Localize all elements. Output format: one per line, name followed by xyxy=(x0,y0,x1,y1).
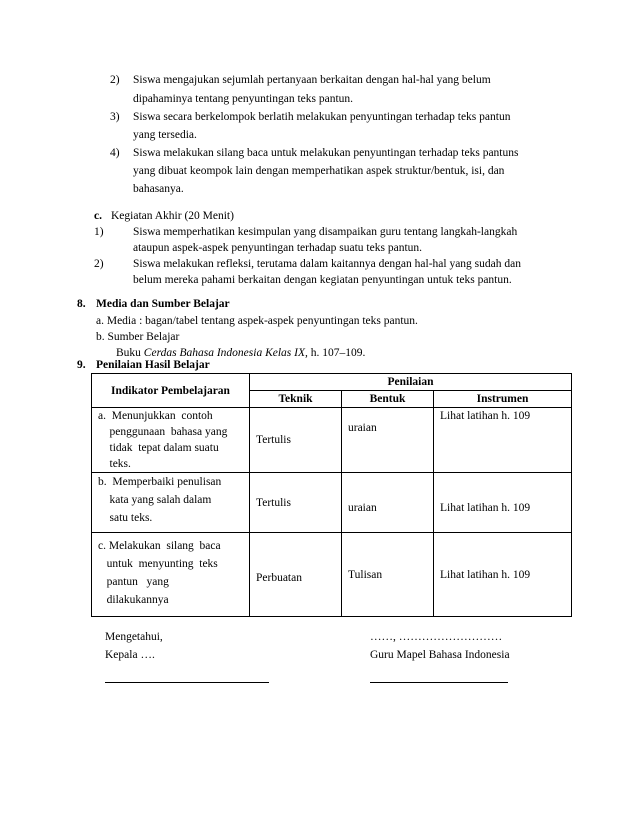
cell-indikator xyxy=(92,533,250,617)
section-title: Kegiatan Akhir (20 Menit) xyxy=(111,210,234,222)
header-instrumen: Instrumen xyxy=(434,391,572,408)
cell-instrumen: Lihat latihan h. 109 xyxy=(434,408,572,473)
table-row xyxy=(92,473,572,533)
signature-left-line2: Kepala …. xyxy=(105,649,155,661)
cell-indikator xyxy=(92,408,250,473)
buku-pages: h. 107–109. xyxy=(310,347,366,359)
step-text: dipahaminya tentang penyuntingan teks pantun. xyxy=(133,93,354,105)
step-text: yang dibuat keompok lain dengan memperhatikan aspek struktur/bentuk, isi, dan xyxy=(133,165,505,177)
step-text: belum mereka pahami berkaitan dengan kegiatan penyuntingan untuk teks pantun. xyxy=(133,274,512,286)
cell-line: teks. xyxy=(98,458,131,470)
cell-line: tidak tepat dalam suatu xyxy=(98,442,219,454)
signature-left-line1: Mengetahui, xyxy=(105,631,163,643)
table-row xyxy=(92,533,572,617)
cell-bentuk: uraian xyxy=(342,408,434,473)
cell-instrumen: Lihat latihan h. 109 xyxy=(434,473,572,533)
step-number: 3) xyxy=(110,111,120,123)
cell-bentuk: Tulisan xyxy=(342,533,434,617)
step-text: Siswa memperhatikan kesimpulan yang disampaikan guru tentang langkah-langkah xyxy=(133,226,518,238)
section-letter: c. xyxy=(94,210,102,222)
signature-right-line1: ……, ……………………… xyxy=(370,631,503,643)
step-text: bahasanya. xyxy=(133,183,184,195)
buku-prefix: Buku xyxy=(116,347,141,359)
cell-indikator xyxy=(92,473,250,533)
cell-instrumen: Lihat latihan h. 109 xyxy=(434,533,572,617)
table-row xyxy=(92,408,572,473)
step-text: Siswa melakukan refleksi, terutama dalam kaitannya dengan hal-hal yang sudah dan xyxy=(133,258,521,270)
cell-bentuk: uraian xyxy=(342,473,434,533)
step-text: yang tersedia. xyxy=(133,129,197,141)
cell-line: b. Memperbaiki penulisan xyxy=(98,476,222,488)
header-teknik: Teknik xyxy=(250,391,342,408)
signature-line-right xyxy=(370,682,508,683)
cell-line: satu teks. xyxy=(98,512,153,524)
step-text: Siswa mengajukan sejumlah pertanyaan berkaitan dengan hal-hal yang belum xyxy=(133,74,491,86)
header-penilaian: Penilaian xyxy=(250,374,572,391)
sumber-item: b. Sumber Belajar xyxy=(96,331,180,343)
section-title: Penilaian Hasil Belajar xyxy=(96,359,210,371)
signature-right-line2: Guru Mapel Bahasa Indonesia xyxy=(370,649,510,661)
cell-line: dilakukannya xyxy=(98,594,169,606)
step-number: 4) xyxy=(110,147,120,159)
step-text: Siswa secara berkelompok berlatih melakukan penyuntingan terhadap teks pantun xyxy=(133,111,511,123)
media-item: a. Media : bagan/tabel tentang aspek-aspek penyuntingan teks pantun. xyxy=(96,315,418,327)
cell-line: c. Melakukan silang baca xyxy=(98,540,221,552)
section-number: 9. xyxy=(77,359,86,371)
cell-line: pantun yang xyxy=(98,576,169,588)
signature-line-left xyxy=(105,682,269,683)
cell-teknik: Tertulis xyxy=(250,408,342,473)
step-number: 2) xyxy=(94,258,104,270)
cell-teknik: Tertulis xyxy=(250,473,342,533)
section-title: Media dan Sumber Belajar xyxy=(96,298,230,310)
section-number: 8. xyxy=(77,298,86,310)
step-number: 2) xyxy=(110,74,120,86)
header-indikator: Indikator Pembelajaran xyxy=(92,374,250,408)
header-bentuk: Bentuk xyxy=(342,391,434,408)
assessment-table xyxy=(91,373,572,617)
cell-teknik: Perbuatan xyxy=(250,533,342,617)
cell-line: penggunaan bahasa yang xyxy=(98,426,228,438)
cell-line: a. Menunjukkan contoh xyxy=(98,410,213,422)
buku-title: Cerdas Bahasa Indonesia Kelas IX, xyxy=(143,347,308,359)
step-text: ataupun aspek-aspek penyuntingan terhadap suatu teks pantun. xyxy=(133,242,423,254)
step-text: Siswa melakukan silang baca untuk melakukan penyuntingan terhadap teks pantuns xyxy=(133,147,519,159)
cell-line: untuk menyunting teks xyxy=(98,558,218,570)
step-number: 1) xyxy=(94,226,104,238)
cell-line: kata yang salah dalam xyxy=(98,494,212,506)
